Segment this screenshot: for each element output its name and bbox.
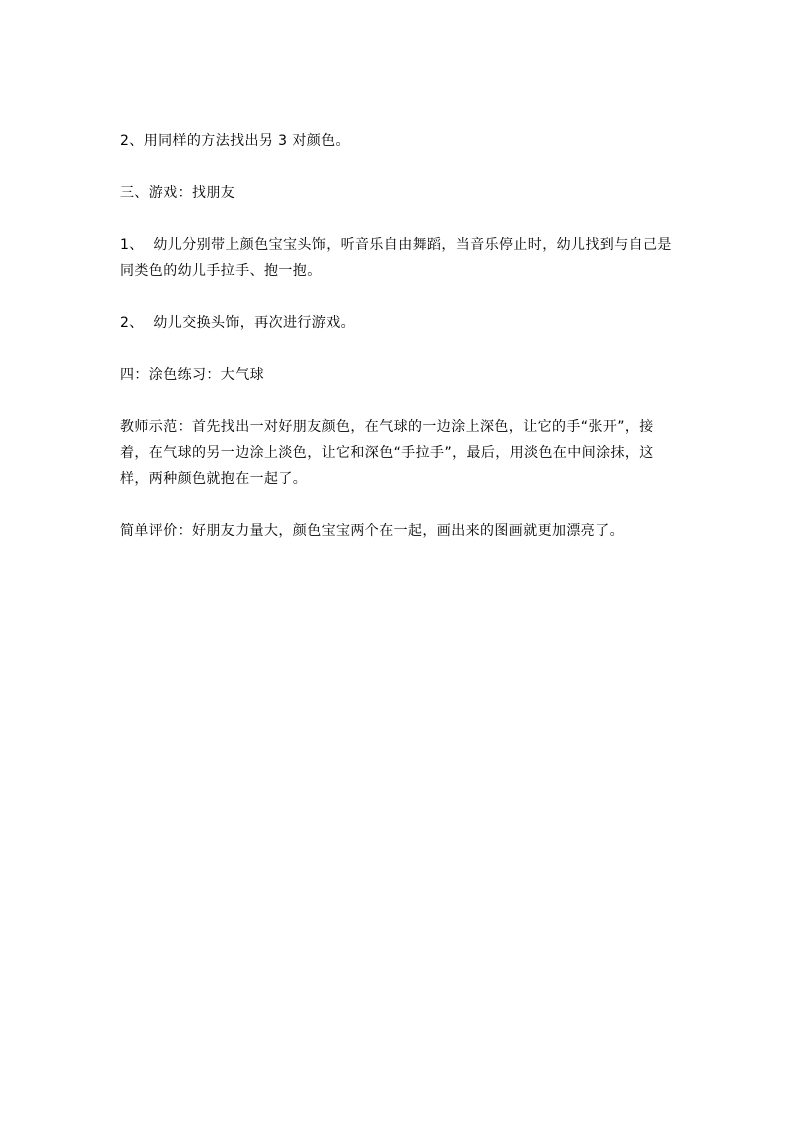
paragraph-teacher-demo: 教师示范：首先找出一对好朋友颜色，在气球的一边涂上深色，让它的手“张开”，接着，在气球的另一边涂上淡色，让它和深色“手拉手”，最后，用淡色在中间涂抹，这样，两种颜色就抱在一起了。 bbox=[120, 419, 654, 487]
paragraph-game-step-1: 1、 幼儿分别带上颜色宝宝头饰，听音乐自由舞蹈，当音乐停止时，幼儿找到与自己是同类色的幼儿手拉手、抱一抱。 bbox=[120, 237, 672, 279]
paragraph-spacer bbox=[120, 154, 680, 180]
paragraph-spacer bbox=[120, 492, 680, 518]
paragraph-game-step-2: 2、 幼儿交换头饰，再次进行游戏。 bbox=[120, 315, 356, 331]
paragraph-spacer bbox=[120, 388, 680, 414]
paragraph-step-2: 2、用同样的方法找出另 3 对颜色。 bbox=[120, 133, 350, 149]
document-body bbox=[120, 128, 680, 544]
paragraph-spacer bbox=[120, 336, 680, 362]
section-heading-game: 三、游戏：找朋友 bbox=[120, 185, 236, 201]
paragraph-evaluation: 简单评价：好朋友力量大，颜色宝宝两个在一起，画出来的图画就更加漂亮了。 bbox=[120, 523, 624, 539]
paragraph-spacer bbox=[120, 284, 680, 310]
paragraph-spacer bbox=[120, 206, 680, 232]
section-heading-coloring: 四：涂色练习：大气球 bbox=[120, 367, 264, 383]
